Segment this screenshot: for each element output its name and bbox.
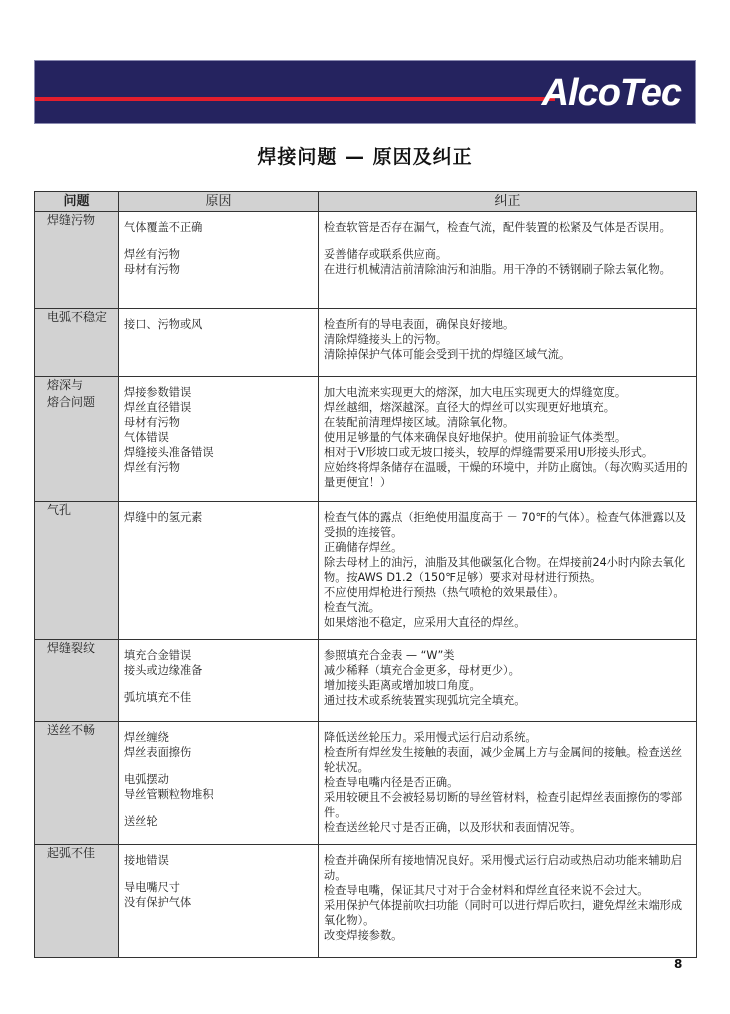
fix-text: 检查并确保所有接地情况良好。采用慢式运行启动或热启动功能来辅助启动。 <box>324 854 683 882</box>
fix-text: 正确储存焊丝。 <box>324 541 403 554</box>
fix-cell <box>319 502 697 640</box>
spacer <box>124 235 312 247</box>
fix-text: 检查所有焊丝发生接触的表面，减少金属上方与金属间的接触。检查送丝轮状况。 <box>324 746 683 774</box>
problem-label: 送丝不畅 <box>47 723 96 737</box>
column-header-problem: 问题 <box>35 192 119 212</box>
cause-text: 焊丝缠绕 <box>124 731 169 744</box>
problem-label: 焊缝污物 <box>47 213 96 227</box>
cause-text: 焊接参数错误 <box>124 386 192 399</box>
fix-cell <box>319 212 697 309</box>
cause-text: 气体覆盖不正确 <box>124 221 203 234</box>
alcotec-logo: AlcoTec <box>541 72 681 114</box>
problem-label: 起弧不佳 <box>47 846 96 860</box>
fix-text: 焊丝越细，熔深越深。直径大的焊丝可以实现更好地填充。 <box>324 401 615 414</box>
fix-text: 清除焊缝接头上的污物。 <box>324 333 448 346</box>
fix-text: 检查软管是否存在漏气，检查气流，配件装置的松紧及气体是否误用。 <box>324 221 671 234</box>
fix-text: 检查送丝轮尺寸是否正确，以及形状和表面情况等。 <box>324 821 582 834</box>
column-header-cause: 原因 <box>119 192 319 212</box>
table-row <box>35 845 697 958</box>
spacer <box>124 760 312 772</box>
fix-text: 增加接头距离或增加坡口角度。 <box>324 679 481 692</box>
cause-text: 接口、污物或风 <box>124 318 203 331</box>
problem-cell <box>35 640 119 722</box>
table-row <box>35 377 697 502</box>
fix-text: 在进行机械清洁前清除油污和油脂。用干净的不锈钢刷子除去氧化物。 <box>324 263 671 276</box>
table-header-row <box>35 192 697 212</box>
cause-cell <box>119 212 319 309</box>
cause-text: 焊丝直径错误 <box>124 401 192 414</box>
cause-cell <box>119 845 319 958</box>
cause-text: 电弧摆动 <box>124 773 169 786</box>
cause-text: 接头或边缘准备 <box>124 664 203 677</box>
problem-cell <box>35 845 119 958</box>
cause-text: 母材有污物 <box>124 263 180 276</box>
fix-text: 改变焊接参数。 <box>324 929 403 942</box>
fix-text: 清除掉保护气体可能会受到干扰的焊缝区域气流。 <box>324 348 571 361</box>
table-row <box>35 640 697 722</box>
fix-text: 检查导电嘴，保证其尺寸对于合金材料和焊丝直径来说不会过大。 <box>324 884 649 897</box>
red-stripe <box>35 97 555 101</box>
fix-text: 减少稀释（填充合金更多，母材更少）。 <box>324 664 520 677</box>
fix-text: 使用足够量的气体来确保良好地保护。使用前验证气体类型。 <box>324 431 627 444</box>
cause-text: 焊丝有污物 <box>124 248 180 261</box>
problem-label: 电弧不稳定 <box>47 310 108 324</box>
problem-cell <box>35 502 119 640</box>
cause-cell <box>119 502 319 640</box>
fix-text: 如果熔池不稳定，应采用大直径的焊丝。 <box>324 616 526 629</box>
cause-text: 气体错误 <box>124 431 169 444</box>
fix-text: 检查所有的导电表面，确保良好接地。 <box>324 318 515 331</box>
page-title: 焊接问题 — 原因及纠正 <box>257 146 473 168</box>
fix-text: 在装配前清理焊接区域。清除氧化物。 <box>324 416 515 429</box>
fix-text: 通过技术或系统装置实现弧坑完全填充。 <box>324 694 526 707</box>
problem-cell <box>35 309 119 377</box>
problem-label: 气孔 <box>47 503 72 517</box>
fix-cell <box>319 845 697 958</box>
fix-text: 采用较硬且不会被轻易切断的导丝管材料，检查引起焊丝表面擦伤的零部件。 <box>324 791 683 819</box>
fix-text: 降低送丝轮压力。采用慢式运行启动系统。 <box>324 731 537 744</box>
fix-cell <box>319 309 697 377</box>
column-header-fix: 纠正 <box>319 192 697 212</box>
fix-text: 应始终将焊条储存在温暖，干燥的环境中，并防止腐蚀。（每次购买适用的量更便宜！） <box>324 461 688 489</box>
fix-text: 妥善储存或联系供应商。 <box>324 248 448 261</box>
problem-cell <box>35 377 119 502</box>
cause-text: 弧坑填充不佳 <box>124 691 192 704</box>
cause-text: 接地错误 <box>124 854 169 867</box>
fix-text: 加大电流来实现更大的熔深，加大电压实现更大的焊缝宽度。 <box>324 386 627 399</box>
spacer <box>124 868 312 880</box>
problem-label: 焊缝裂纹 <box>47 641 96 655</box>
cause-cell <box>119 722 319 845</box>
fix-cell <box>319 640 697 722</box>
fix-text: 不应使用焊枪进行预热（热气喷枪的效果最佳）。 <box>324 586 565 599</box>
fix-text: 采用保护气体提前吹扫功能（同时可以进行焊后吹扫，避免焊丝末端形成氧化物）。 <box>324 899 683 927</box>
cause-text: 导丝管颗粒物堆积 <box>124 788 214 801</box>
troubleshooting-table <box>34 191 697 958</box>
cause-text: 母材有污物 <box>124 416 180 429</box>
fix-text: 相对于V形坡口或无坡口接头，较厚的焊缝需要采用U形接头形式。 <box>324 446 654 459</box>
cause-cell <box>119 309 319 377</box>
cause-text: 导电嘴尺寸 <box>124 881 180 894</box>
fix-cell <box>319 377 697 502</box>
fix-text: 检查气体的露点（拒绝使用温度高于 － 70℉的气体）。检查气体泄露以及受损的连接管。 <box>324 511 687 539</box>
problem-label: 熔深与 <box>47 378 84 392</box>
spacer <box>124 802 312 814</box>
fix-cell <box>319 722 697 845</box>
problem-cell <box>35 212 119 309</box>
cause-text: 填充合金错误 <box>124 649 192 662</box>
cause-text: 焊丝有污物 <box>124 461 180 474</box>
page-number: 8 <box>674 957 683 971</box>
fix-text: 检查气流。 <box>324 601 380 614</box>
cause-text: 焊丝表面擦伤 <box>124 746 192 759</box>
problem-label: 熔合问题 <box>47 395 96 409</box>
problem-cell <box>35 722 119 845</box>
spacer <box>324 235 690 247</box>
fix-text: 参照填充合金表 — “W”类 <box>324 649 455 662</box>
table-row <box>35 309 697 377</box>
table-row <box>35 502 697 640</box>
cause-text: 送丝轮 <box>124 815 158 828</box>
header-banner <box>34 60 696 124</box>
spacer <box>124 678 312 690</box>
table-row <box>35 212 697 309</box>
fix-text: 除去母材上的油污，油脂及其他碳氢化合物。在焊接前24小时内除去氧化物。按AWS D1.2（150℉足够）要求对母材进行预热。 <box>324 556 686 584</box>
cause-text: 没有保护气体 <box>124 896 192 909</box>
cause-text: 焊缝接头准备错误 <box>124 446 214 459</box>
cause-text: 焊缝中的氢元素 <box>124 511 203 524</box>
cause-cell <box>119 377 319 502</box>
table-row <box>35 722 697 845</box>
cause-cell <box>119 640 319 722</box>
fix-text: 检查导电嘴内径是否正确。 <box>324 776 459 789</box>
